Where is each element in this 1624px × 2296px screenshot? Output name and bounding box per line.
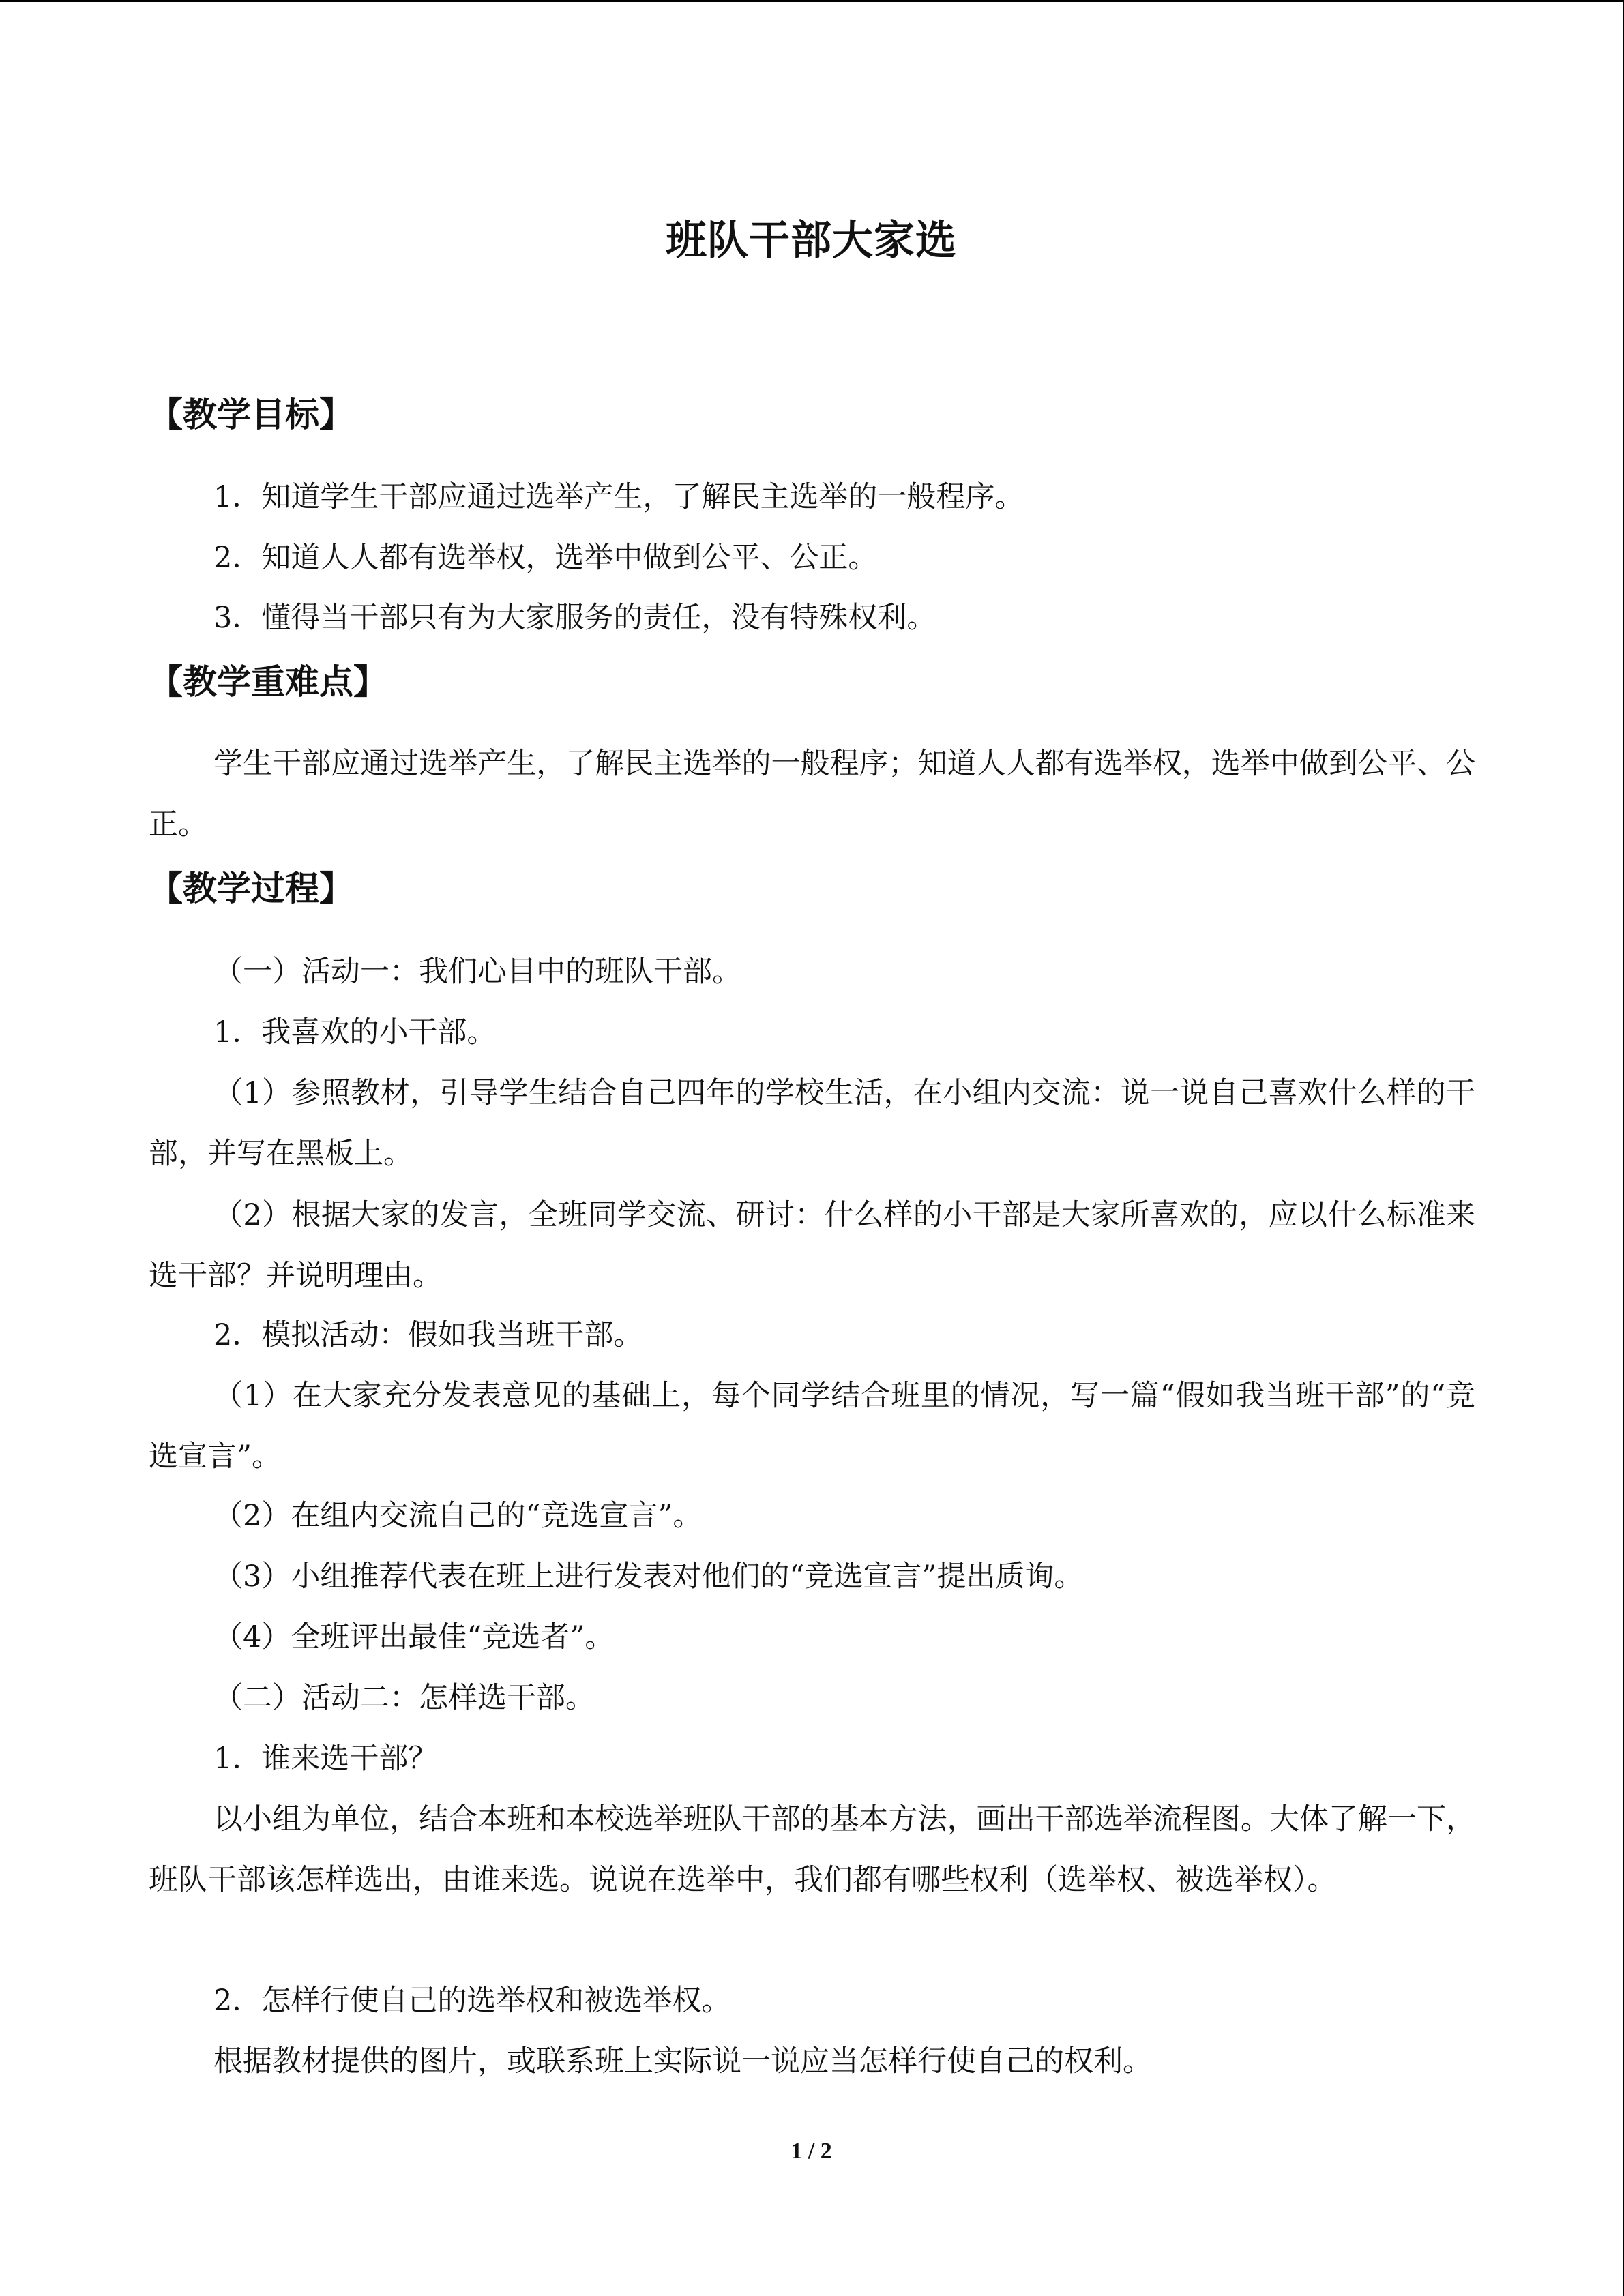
- activity-1-item-2-step-1: （1）在大家充分发表意见的基础上，每个同学结合班里的情况，写一篇“假如我当班干部”的“竞选宣言”。: [149, 1379, 1475, 1474]
- activity-1-item-2-step-2: （2）在组内交流自己的“竞选宣言”。: [213, 1499, 703, 1533]
- activity-1-item-1: 1．我喜欢的小干部。: [213, 1015, 497, 1049]
- document-title: 班队干部大家选: [666, 217, 957, 265]
- activity-2-item-2-paragraph: 根据教材提供的图片，或联系班上实际说一说应当怎样行使自己的权利。: [213, 2044, 1152, 2078]
- key-points-paragraph: 学生干部应通过选举产生，了解民主选举的一般程序；知道人人都有选举权，选举中做到公平、公正。: [149, 747, 1475, 841]
- heading-teaching-goals: 【教学目标】: [149, 395, 353, 434]
- activity-2-item-1: 1．谁来选干部？: [213, 1742, 438, 1776]
- goal-item-2: 2．知道人人都有选举权，选举中做到公平、公正。: [213, 541, 878, 575]
- heading-key-points: 【教学重难点】: [149, 662, 387, 702]
- activity-1-item-1-step-1: （1）参照教材，引导学生结合自己四年的学校生活，在小组内交流：说一说自己喜欢什么样的干部，并写在黑板上。: [149, 1076, 1475, 1171]
- activity-2-item-1-paragraph: 以小组为单位，结合本班和本校选举班队干部的基本方法，画出干部选举流程图。大体了解一下，班队干部该怎样选出，由谁来选。说说在选举中，我们都有哪些权利（选举权、被选举权）。: [149, 1802, 1475, 1897]
- activity-1-item-2-step-3: （3）小组推荐代表在班上进行发表对他们的“竞选宣言”提出质询。: [213, 1560, 1084, 1594]
- goal-item-3: 3．懂得当干部只有为大家服务的责任，没有特殊权利。: [213, 601, 936, 635]
- activity-1-item-2: 2．模拟活动：假如我当班干部。: [213, 1318, 643, 1352]
- activity-2-title: （二）活动二：怎样选干部。: [213, 1681, 595, 1715]
- activity-2-item-2: 2．怎样行使自己的选举权和被选举权。: [213, 1984, 731, 2018]
- heading-teaching-process: 【教学过程】: [149, 869, 353, 908]
- activity-1-item-1-step-2: （2）根据大家的发言，全班同学交流、研讨：什么样的小干部是大家所喜欢的，应以什么标准来选干部？并说明理由。: [149, 1198, 1475, 1293]
- activity-1-item-2-step-4: （4）全班评出最佳“竞选者”。: [213, 1620, 615, 1654]
- activity-1-title: （一）活动一：我们心目中的班队干部。: [213, 955, 741, 989]
- page-number: 1 / 2: [791, 2138, 832, 2164]
- goal-item-1: 1．知道学生干部应通过选举产生，了解民主选举的一般程序。: [213, 480, 1024, 514]
